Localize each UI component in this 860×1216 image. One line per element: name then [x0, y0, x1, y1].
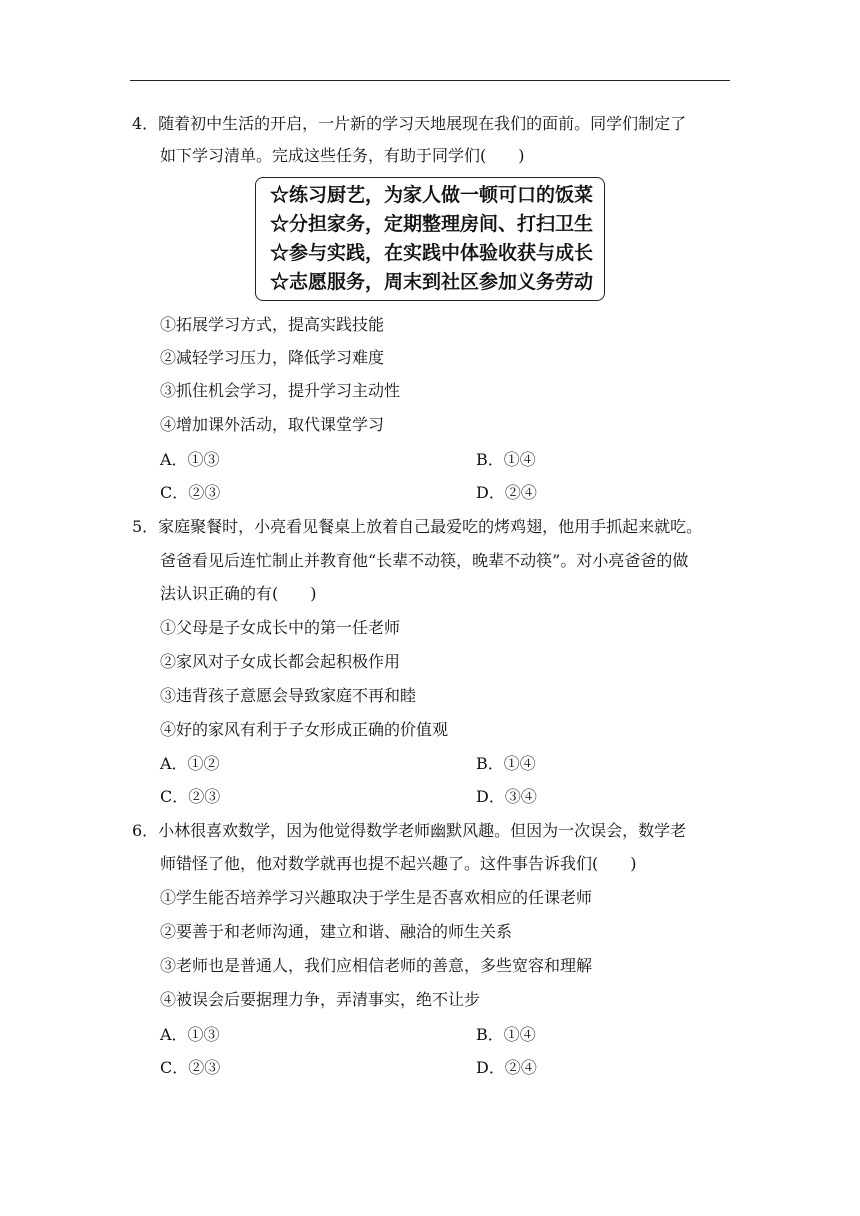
study-list-item: ☆练习厨艺，为家人做一顿可口的饭菜	[270, 184, 594, 206]
q4-stem-line2: 如下学习清单。完成这些任务，有助于同学们( )	[160, 146, 525, 165]
q6-statement-3: ③老师也是普通人，我们应相信老师的善意，多些宽容和理解	[160, 956, 593, 975]
q6-answer-a[interactable]: A．①③	[160, 1025, 220, 1044]
q4-statement-2: ②减轻学习压力，降低学习难度	[160, 348, 385, 367]
q5-answer-d[interactable]: D．③④	[476, 787, 537, 806]
q5-statement-4: ④好的家风有利于子女形成正确的价值观	[160, 720, 449, 739]
q6-answer-b[interactable]: B．①④	[476, 1025, 536, 1044]
study-list-item: ☆志愿服务，周末到社区参加义务劳动	[270, 271, 594, 293]
q5-answer-c[interactable]: C．②③	[160, 787, 221, 806]
q5-statement-2: ②家风对子女成长都会起积极作用	[160, 652, 401, 671]
q5-statement-3: ③违背孩子意愿会导致家庭不再和睦	[160, 686, 417, 705]
q5-answer-a[interactable]: A．①②	[160, 754, 220, 773]
study-list-item: ☆参与实践，在实践中体验收获与成长	[270, 242, 594, 264]
header-rule	[130, 80, 730, 81]
q5-statement-1: ①父母是子女成长中的第一任老师	[160, 618, 401, 637]
q4-answer-a[interactable]: A．①③	[160, 450, 220, 469]
q4-statement-1: ①拓展学习方式，提高实践技能	[160, 315, 385, 334]
q4-stem-line1: 4．随着初中生活的开启，一片新的学习天地展现在我们的面前。同学们制定了	[132, 114, 687, 133]
q6-stem-line2: 师错怪了他，他对数学就再也提不起兴趣了。这件事告诉我们( )	[160, 854, 637, 873]
q6-statement-1: ①学生能否培养学习兴趣取决于学生是否喜欢相应的任课老师	[160, 888, 593, 907]
q4-statement-3: ③抓住机会学习，提升学习主动性	[160, 381, 401, 400]
q6-stem-line1: 6．小林很喜欢数学，因为他觉得数学老师幽默风趣。但因为一次误会，数学老	[132, 821, 687, 840]
study-list-box	[255, 177, 605, 301]
q5-stem-line1: 5．家庭聚餐时，小亮看见餐桌上放着自己最爱吃的烤鸡翅，他用手抓起来就吃。	[132, 517, 703, 536]
q6-answer-d[interactable]: D．②④	[476, 1058, 537, 1077]
q5-stem-line3: 法认识正确的有( )	[160, 584, 317, 603]
q6-statement-2: ②要善于和老师沟通，建立和谐、融洽的师生关系	[160, 922, 513, 941]
q4-answer-c[interactable]: C．②③	[160, 483, 221, 502]
q6-statement-4: ④被误会后要据理力争，弄清事实，绝不让步	[160, 990, 481, 1009]
q4-answer-b[interactable]: B．①④	[476, 450, 536, 469]
study-list-item: ☆分担家务，定期整理房间、打扫卫生	[270, 213, 594, 235]
q5-stem-line2: 爸爸看见后连忙制止并教育他“长辈不动筷，晚辈不动筷”。对小亮爸爸的做	[160, 551, 689, 570]
q4-answer-d[interactable]: D．②④	[476, 483, 537, 502]
q5-answer-b[interactable]: B．①④	[476, 754, 536, 773]
q6-answer-c[interactable]: C．②③	[160, 1058, 221, 1077]
q4-statement-4: ④增加课外活动，取代课堂学习	[160, 415, 385, 434]
